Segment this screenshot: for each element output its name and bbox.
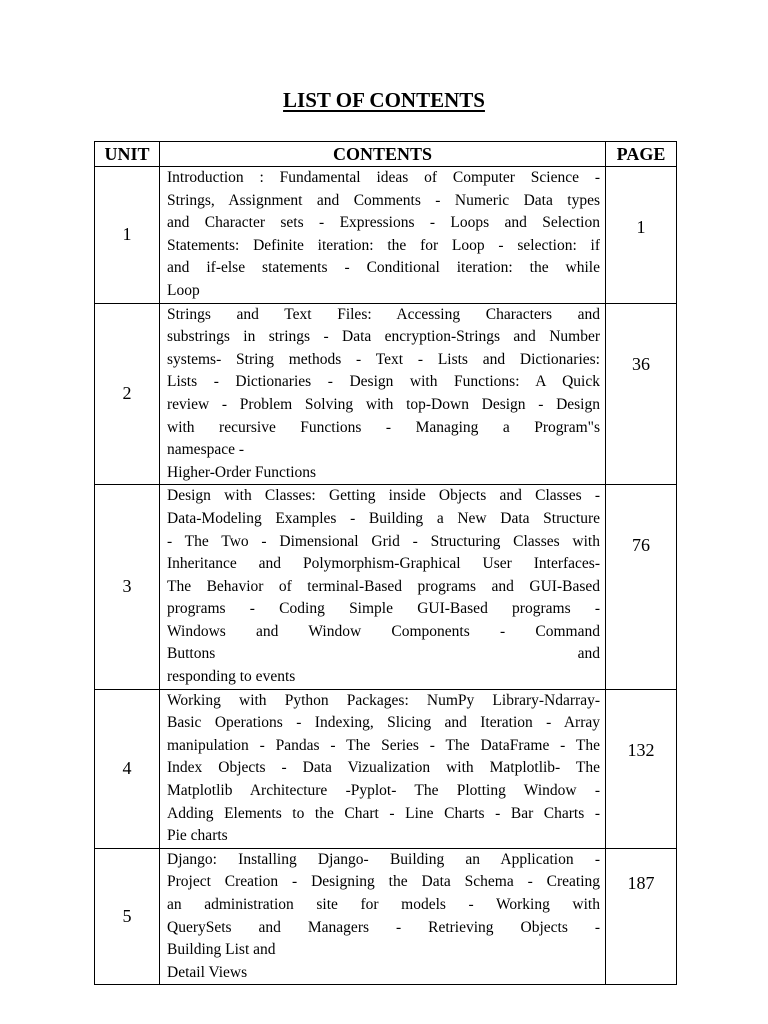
page-number-cell bbox=[606, 689, 677, 848]
contents-line: review - Problem Solving with top-Down Design - Design bbox=[167, 395, 600, 413]
contents-line: Working with Python Packages: NumPy Library-Ndarray- bbox=[167, 691, 600, 709]
contents-line: Adding Elements to the Chart - Line Charts - Bar Charts - bbox=[167, 804, 600, 822]
contents-line: responding to events bbox=[167, 668, 296, 686]
contents-line: Pie charts bbox=[167, 827, 228, 845]
contents-line: manipulation - Pandas - The Series - The DataFrame - The bbox=[167, 736, 600, 754]
contents-line: Django: Installing Django- Building an Application - bbox=[167, 850, 600, 868]
unit-number: 5 bbox=[95, 848, 160, 985]
page-number-cell bbox=[606, 485, 677, 689]
contents-line: Basic Operations - Indexing, Slicing and Iteration - Array bbox=[167, 714, 600, 732]
contents-line: Index Objects - Data Vizualization with Matplotlib- The bbox=[167, 759, 600, 777]
contents-line: Building List and bbox=[167, 941, 276, 959]
contents-line: Inheritance and Polymorphism-Graphical User Interfaces- bbox=[167, 555, 600, 573]
contents-line: and if-else statements - Conditional iteration: the while bbox=[167, 259, 600, 277]
contents-table bbox=[94, 141, 677, 985]
contents-line: Strings and Text Files: Accessing Characters and bbox=[167, 305, 600, 323]
page-column-header: PAGE bbox=[606, 142, 677, 167]
page-number: 36 bbox=[632, 353, 650, 374]
contents-line: substrings in strings - Data encryption-Strings and Number bbox=[167, 328, 600, 346]
page-number-cell bbox=[606, 303, 677, 485]
contents-column-header: CONTENTS bbox=[160, 142, 606, 167]
unit-number: 1 bbox=[95, 167, 160, 304]
contents-line: and Character sets - Expressions - Loops and Selection bbox=[167, 214, 600, 232]
table-row bbox=[95, 303, 677, 485]
contents-line: Higher-Order Functions bbox=[167, 463, 317, 481]
page-number-cell bbox=[606, 167, 677, 304]
page-title: LIST OF CONTENTS bbox=[283, 88, 485, 112]
contents-line: The Behavior of terminal-Based programs and GUI-Based bbox=[167, 577, 600, 595]
contents-line: Data-Modeling Examples - Building a New Data Structure bbox=[167, 509, 600, 527]
unit-contents bbox=[160, 303, 606, 485]
table-row bbox=[95, 485, 677, 689]
contents-line: Detail Views bbox=[167, 963, 248, 981]
contents-line: Windows and Window Components - Command bbox=[167, 622, 600, 640]
table-row bbox=[95, 167, 677, 304]
contents-line: systems- String methods - Text - Lists and Dictionaries: bbox=[167, 350, 600, 368]
contents-line: an administration site for models - Working with bbox=[167, 896, 600, 913]
unit-contents bbox=[160, 485, 606, 689]
contents-line: Strings, Assignment and Comments - Numeric Data types bbox=[167, 191, 600, 209]
contents-line: Introduction : Fundamental ideas of Computer Science - bbox=[167, 169, 600, 186]
unit-contents bbox=[160, 689, 606, 848]
page-number: 1 bbox=[636, 217, 646, 237]
page-number: 76 bbox=[632, 535, 650, 556]
unit-column-header: UNIT bbox=[95, 142, 160, 167]
unit-number: 2 bbox=[95, 303, 160, 485]
contents-line: namespace - bbox=[167, 441, 245, 459]
contents-line: Lists - Dictionaries - Design with Functions: A Quick bbox=[167, 373, 600, 391]
contents-line: Buttons and bbox=[167, 645, 600, 663]
page-number-cell bbox=[606, 848, 677, 985]
contents-line: Loop bbox=[167, 281, 200, 299]
contents-line: - The Two - Dimensional Grid - Structuring Classes with bbox=[167, 532, 600, 550]
contents-line: Matplotlib Architecture -Pyplot- The Plotting Window - bbox=[167, 782, 600, 800]
table-row bbox=[95, 689, 677, 848]
contents-line: with recursive Functions - Managing a Program"s bbox=[167, 418, 600, 436]
table-row bbox=[95, 848, 677, 985]
contents-line: Design with Classes: Getting inside Objects and Classes - bbox=[167, 487, 600, 505]
contents-line: Project Creation - Designing the Data Schema - Creating bbox=[167, 873, 600, 891]
table-header-row bbox=[95, 142, 677, 167]
unit-number: 3 bbox=[95, 485, 160, 689]
unit-contents bbox=[160, 167, 606, 304]
contents-line: programs - Coding Simple GUI-Based programs - bbox=[167, 600, 600, 618]
unit-contents bbox=[160, 848, 606, 985]
unit-number: 4 bbox=[95, 689, 160, 848]
contents-line: Statements: Definite iteration: the for Loop - selection: if bbox=[167, 236, 600, 254]
page-number: 132 bbox=[627, 739, 655, 760]
contents-line: QuerySets and Managers - Retrieving Objects - bbox=[167, 918, 600, 936]
page-number: 187 bbox=[627, 872, 655, 893]
